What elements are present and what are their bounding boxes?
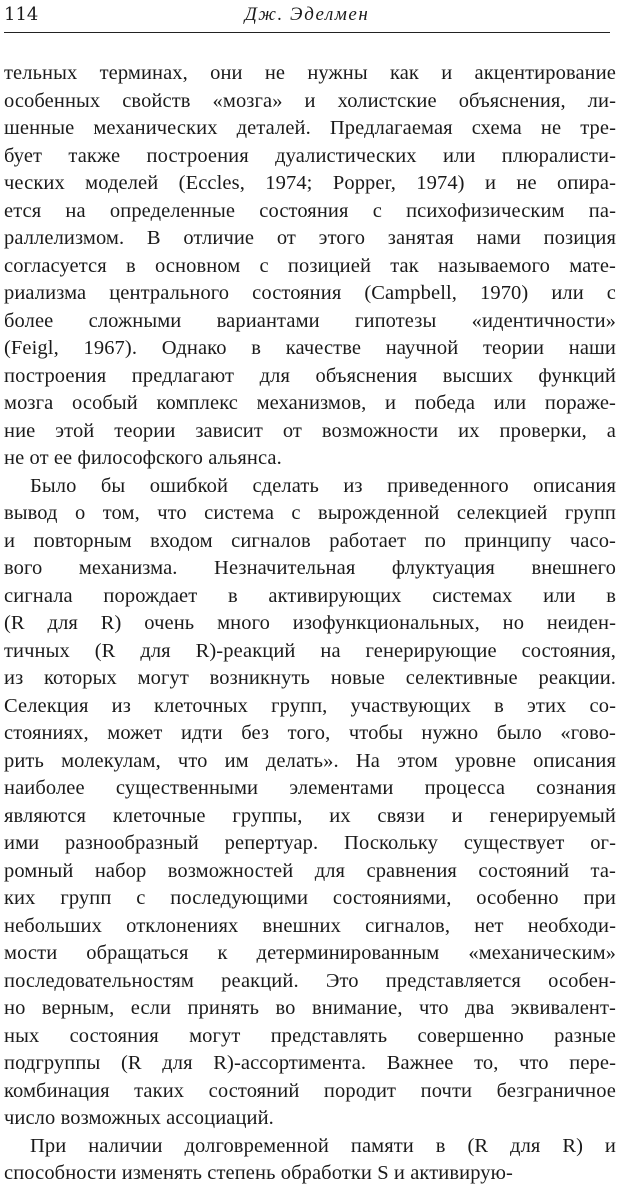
text-line: ими разнообразный репертуар. Поскольку существует ог- bbox=[4, 832, 616, 854]
text-line: более сложными вариантами гипотезы «идентичности» bbox=[4, 309, 616, 332]
text-line: согласуется в основном с позицией так называемого мате- bbox=[4, 254, 616, 277]
page-number: 114 bbox=[4, 4, 39, 25]
text-line: ние этой теории зависит от возможности их проверки, а bbox=[4, 419, 616, 442]
text-line: риализма центрального состояния (Campbell, 1970) или с bbox=[4, 282, 616, 304]
text-line: Было бы ошибкой сделать из приведенного описания bbox=[30, 474, 616, 497]
body-text bbox=[4, 60, 616, 1188]
text-line: вывод о том, что система с вырожденной селекцией групп bbox=[4, 502, 616, 524]
text-line: наиболее существенными элементами процесса сознания bbox=[4, 777, 616, 799]
text-line: ется на определенные состояния с психофизическим па- bbox=[4, 199, 616, 222]
text-line: из которых могут возникнуть новые селективные реакции. bbox=[4, 667, 616, 689]
text-line: ромный набор возможностей для сравнения состояний та- bbox=[4, 859, 616, 882]
text-line: последовательностям реакций. Это представляется особен- bbox=[4, 969, 616, 992]
text-line: способности изменять степень обработки S и активирую- bbox=[4, 1162, 513, 1184]
paragraph bbox=[4, 60, 616, 473]
text-line: небольших отклонениях внешних сигналов, нет необходи- bbox=[4, 914, 616, 937]
text-line: построения предлагают для объяснения высших функций bbox=[4, 364, 616, 387]
text-line: (R для R) очень много изофункциональных, но неиден- bbox=[4, 612, 616, 634]
text-line: При наличии долговременной памяти в (R для R) и bbox=[30, 1134, 616, 1157]
paragraph bbox=[4, 473, 616, 1133]
text-line: мости обращаться к детерминированным «механическим» bbox=[4, 942, 616, 964]
text-line: и повторным входом сигналов работает по принципу часо- bbox=[4, 529, 616, 552]
text-line: комбинация таких состояний породит почти безграничное bbox=[4, 1079, 616, 1102]
paragraph bbox=[4, 1133, 616, 1188]
page-header bbox=[4, 2, 610, 33]
text-line: раллелизмом. В отличие от этого занятая нами позиция bbox=[4, 227, 616, 249]
text-line: ких групп с последующими состояниями, особенно при bbox=[4, 887, 616, 909]
text-line: не от ее философского альянса. bbox=[4, 447, 282, 469]
text-line: стояниях, может идти без того, чтобы нужно было «гово- bbox=[4, 722, 616, 744]
text-line: ческих моделей (Eccles, 1974; Popper, 1974) и не опира- bbox=[4, 172, 616, 194]
text-line: тичных (R для R)-реакций на генерирующие состояния, bbox=[4, 639, 616, 662]
text-line: мозга особый комплекс механизмов, и победа или пораже- bbox=[4, 392, 616, 414]
text-line: (Feigl, 1967). Однако в качестве научной теории наши bbox=[4, 337, 616, 359]
text-line: рить молекулам, что им делать». На этом уровне описания bbox=[4, 749, 616, 772]
text-line: Селекция из клеточных групп, участвующих в этих со- bbox=[4, 694, 616, 717]
text-line: но верным, если принять во внимание, что два эквивалент- bbox=[4, 997, 616, 1019]
text-line: тельных терминах, они не нужны как и акцентирование bbox=[4, 62, 616, 84]
text-line: шенные механических деталей. Предлагаемая схема не тре- bbox=[4, 117, 616, 139]
text-line: особенных свойств «мозга» и холистские объяснения, ли- bbox=[4, 89, 616, 112]
text-line: являются клеточные группы, их связи и генерируемый bbox=[4, 804, 616, 827]
text-line: вого механизма. Незначительная флуктуация внешнего bbox=[4, 557, 616, 579]
text-line: подгруппы (R для R)-ассортимента. Важнее то, что пере- bbox=[4, 1052, 616, 1074]
text-line: число возможных ассоциаций. bbox=[4, 1107, 274, 1129]
text-line: сигнала порождает в активирующих системах или в bbox=[4, 584, 616, 607]
text-line: бует также построения дуалистических или плюралисти- bbox=[4, 144, 616, 167]
running-head: Дж. Эделмен bbox=[244, 4, 370, 25]
text-line: ных состояния могут представлять совершенно разные bbox=[4, 1024, 616, 1047]
